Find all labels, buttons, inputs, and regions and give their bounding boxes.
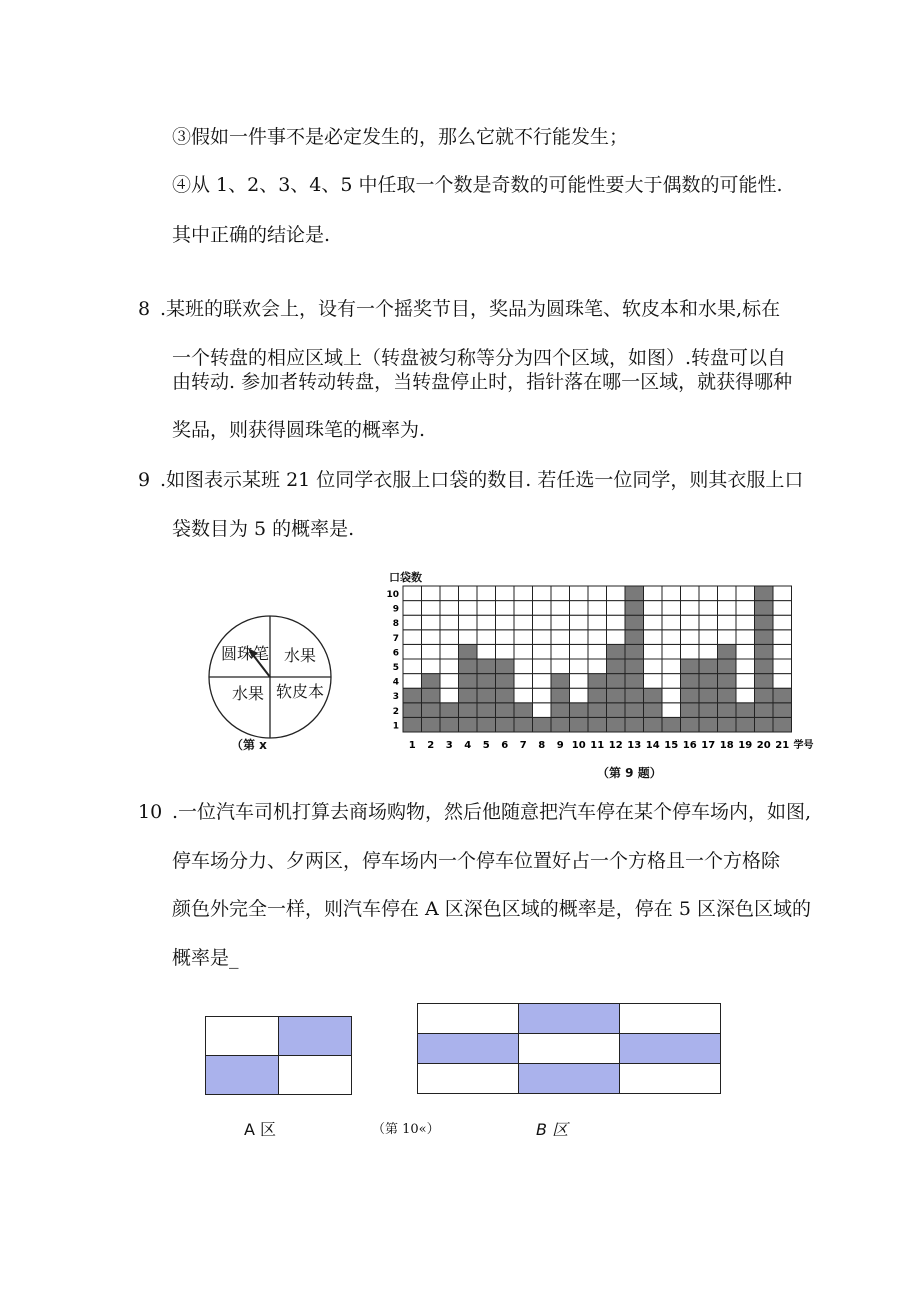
x-tick-label: 15 — [664, 740, 679, 751]
bar-cell-16 — [681, 717, 700, 732]
parking-caption: （第 10«） — [372, 1122, 440, 1137]
parking-a-label: A 区 — [244, 1120, 277, 1139]
bar-cell-1 — [403, 688, 422, 703]
bar-cell-2 — [422, 688, 441, 703]
grid-cell — [551, 615, 570, 630]
grid-cell — [533, 615, 552, 630]
y-tick-label: 10 — [386, 589, 399, 600]
question-8-number: 8 — [138, 298, 151, 320]
grid-cell — [662, 615, 681, 630]
x-tick-label: 21 — [775, 740, 790, 751]
grid-cell — [551, 644, 570, 659]
grid-cell — [440, 615, 459, 630]
grid-cell — [607, 586, 626, 601]
bar-cell-21 — [773, 688, 792, 703]
bar-cell-2 — [422, 717, 441, 732]
grid-cell — [773, 601, 792, 616]
grid-cell — [533, 601, 552, 616]
grid-cell — [477, 615, 496, 630]
bar-cell-18 — [718, 674, 737, 689]
grid-cell — [662, 659, 681, 674]
grid-cell — [477, 586, 496, 601]
grid-cell — [533, 644, 552, 659]
bar-cell-12 — [607, 659, 626, 674]
grid-cell — [662, 644, 681, 659]
bar-cell-5 — [477, 688, 496, 703]
bar-cell-13 — [625, 688, 644, 703]
grid-cell — [718, 615, 737, 630]
parking-space — [205, 1016, 279, 1056]
bar-cell-14 — [644, 717, 663, 732]
grid-cell — [662, 586, 681, 601]
grid-cell — [533, 674, 552, 689]
grid-cell — [459, 630, 478, 645]
bar-cell-4 — [459, 659, 478, 674]
grid-cell — [736, 586, 755, 601]
grid-cell — [644, 586, 663, 601]
bar-cell-17 — [699, 703, 718, 718]
grid-cell — [699, 615, 718, 630]
grid-cell — [588, 630, 607, 645]
bar-cell-12 — [607, 717, 626, 732]
grid-cell — [773, 586, 792, 601]
pocket-bar-chart — [370, 580, 814, 751]
bar-cell-18 — [718, 688, 737, 703]
bar-cell-7 — [514, 717, 533, 732]
grid-cell — [644, 659, 663, 674]
grid-cell — [644, 674, 663, 689]
grid-cell — [514, 586, 533, 601]
x-tick-label: 1 — [408, 740, 416, 751]
grid-cell — [496, 586, 515, 601]
grid-cell — [681, 615, 700, 630]
grid-cell — [736, 688, 755, 703]
bar-cell-16 — [681, 703, 700, 718]
parking-space-shaded — [518, 1003, 620, 1034]
grid-cell — [570, 674, 589, 689]
bar-cell-6 — [496, 674, 515, 689]
bar-cell-13 — [625, 644, 644, 659]
grid-cell — [403, 644, 422, 659]
question-10-number: 10 — [138, 801, 163, 823]
grid-cell — [459, 601, 478, 616]
bar-cell-20 — [755, 601, 774, 616]
grid-cell — [403, 630, 422, 645]
bar-cell-20 — [755, 703, 774, 718]
chart-caption: （第 9 题） — [597, 766, 662, 780]
bar-cell-6 — [496, 659, 515, 674]
grid-cell — [514, 615, 533, 630]
bar-cell-13 — [625, 601, 644, 616]
bar-cell-9 — [551, 717, 570, 732]
statement-3: ③假如一件事不是必定发生的，那么它就不行能发生； — [172, 126, 629, 148]
grid-cell — [459, 586, 478, 601]
sector-label-pen: 圆珠笔 — [221, 644, 270, 663]
bar-cell-10 — [570, 717, 589, 732]
grid-cell — [440, 659, 459, 674]
y-tick-label: 9 — [392, 604, 399, 615]
grid-cell — [718, 630, 737, 645]
grid-cell — [644, 644, 663, 659]
question-10-line-3: 颜色外完全一样，则汽车停在 A 区深色区域的概率是，停在 5 区深色区域的 — [172, 898, 811, 920]
bar-cell-8 — [533, 717, 552, 732]
parking-lot-b — [417, 1003, 720, 1093]
grid-cell — [514, 644, 533, 659]
y-tick-label: 5 — [392, 662, 399, 673]
bar-cell-13 — [625, 659, 644, 674]
y-tick-label: 3 — [392, 692, 399, 703]
bar-cell-9 — [551, 703, 570, 718]
bar-cell-20 — [755, 644, 774, 659]
bar-cell-13 — [625, 674, 644, 689]
bar-cell-13 — [625, 615, 644, 630]
x-tick-label: 13 — [627, 740, 642, 751]
bar-cell-18 — [718, 717, 737, 732]
x-tick-label: 19 — [738, 740, 753, 751]
bar-cell-5 — [477, 703, 496, 718]
grid-cell — [514, 659, 533, 674]
x-tick-label: 12 — [608, 740, 623, 751]
bar-cell-20 — [755, 688, 774, 703]
y-tick-label: 2 — [392, 706, 399, 717]
x-tick-label: 16 — [682, 740, 697, 751]
grid-cell — [607, 615, 626, 630]
bar-cell-10 — [570, 703, 589, 718]
grid-cell — [551, 586, 570, 601]
question-10-line-1: .一位汽车司机打算去商场购物，然后他随意把汽车停在某个停车场内，如图, — [172, 801, 812, 823]
grid-cell — [718, 601, 737, 616]
parking-space-shaded — [278, 1016, 352, 1056]
bar-cell-3 — [440, 703, 459, 718]
chart-ylabel: 口袋数 — [389, 571, 422, 584]
bar-cell-7 — [514, 703, 533, 718]
question-8-line-3: 由转动. 参加者转动转盘，当转盘停止时，指针落在哪一区域，就获得哪种 — [172, 371, 793, 393]
grid-cell — [514, 630, 533, 645]
grid-cell — [588, 644, 607, 659]
grid-cell — [440, 674, 459, 689]
grid-cell — [773, 615, 792, 630]
grid-cell — [773, 659, 792, 674]
grid-cell — [662, 674, 681, 689]
bar-cell-3 — [440, 717, 459, 732]
grid-cell — [570, 615, 589, 630]
grid-cell — [514, 688, 533, 703]
y-tick-label: 6 — [392, 648, 399, 659]
grid-cell — [533, 630, 552, 645]
bar-cell-17 — [699, 717, 718, 732]
grid-cell — [440, 688, 459, 703]
grid-cell — [403, 601, 422, 616]
grid-cell — [588, 601, 607, 616]
grid-cell — [533, 688, 552, 703]
parking-lot-a — [205, 1016, 351, 1094]
bar-cell-16 — [681, 674, 700, 689]
bar-cell-21 — [773, 703, 792, 718]
parking-space-shaded — [518, 1063, 620, 1094]
bar-cell-19 — [736, 717, 755, 732]
question-10-line-2: 停车场分力、夕两区，停车场内一个停车位置好占一个方格且一个方格除 — [172, 850, 781, 872]
bar-cell-9 — [551, 674, 570, 689]
question-8-line-4: 奖品，则获得圆珠笔的概率为. — [172, 419, 426, 441]
bar-cell-4 — [459, 688, 478, 703]
parking-space — [619, 1063, 721, 1094]
grid-cell — [570, 644, 589, 659]
bar-cell-20 — [755, 586, 774, 601]
grid-cell — [681, 586, 700, 601]
bar-cell-13 — [625, 630, 644, 645]
bar-cell-20 — [755, 674, 774, 689]
bar-cell-16 — [681, 659, 700, 674]
sector-label-notebook: 软皮本 — [276, 682, 325, 701]
x-tick-label: 11 — [590, 740, 605, 751]
grid-cell — [403, 659, 422, 674]
parking-space — [619, 1003, 721, 1034]
bar-cell-12 — [607, 674, 626, 689]
bar-cell-4 — [459, 703, 478, 718]
bar-cell-20 — [755, 659, 774, 674]
grid-cell — [533, 659, 552, 674]
bar-cell-4 — [459, 644, 478, 659]
grid-cell — [422, 601, 441, 616]
grid-cell — [773, 644, 792, 659]
bar-cell-15 — [662, 717, 681, 732]
x-tick-label: 7 — [519, 740, 527, 751]
bar-cell-12 — [607, 703, 626, 718]
parking-space — [417, 1003, 519, 1034]
bar-cell-6 — [496, 688, 515, 703]
grid-cell — [699, 601, 718, 616]
bar-cell-16 — [681, 688, 700, 703]
grid-cell — [699, 644, 718, 659]
parking-space — [417, 1063, 519, 1094]
grid-cell — [662, 630, 681, 645]
conclusion-prompt: 其中正确的结论是. — [172, 224, 331, 246]
y-tick-label: 1 — [392, 721, 399, 732]
grid-cell — [718, 586, 737, 601]
bar-cell-5 — [477, 717, 496, 732]
grid-cell — [440, 601, 459, 616]
grid-cell — [681, 601, 700, 616]
bar-cell-17 — [699, 688, 718, 703]
parking-space-shaded — [205, 1055, 279, 1095]
parking-space — [518, 1033, 620, 1064]
grid-cell — [570, 586, 589, 601]
grid-cell — [570, 659, 589, 674]
bar-cell-13 — [625, 703, 644, 718]
grid-cell — [588, 615, 607, 630]
grid-cell — [736, 630, 755, 645]
grid-cell — [662, 703, 681, 718]
grid-cell — [477, 630, 496, 645]
grid-cell — [607, 601, 626, 616]
y-tick-label: 8 — [392, 619, 399, 630]
grid-cell — [403, 674, 422, 689]
bar-cell-11 — [588, 717, 607, 732]
grid-cell — [681, 630, 700, 645]
grid-cell — [570, 601, 589, 616]
bar-cell-4 — [459, 717, 478, 732]
grid-cell — [514, 601, 533, 616]
grid-cell — [588, 659, 607, 674]
sector-label-fruit-1: 水果 — [284, 646, 317, 665]
grid-cell — [477, 601, 496, 616]
grid-cell — [496, 601, 515, 616]
grid-cell — [662, 601, 681, 616]
bar-cell-17 — [699, 674, 718, 689]
bar-cell-11 — [588, 688, 607, 703]
grid-cell — [644, 630, 663, 645]
bar-cell-9 — [551, 688, 570, 703]
x-axis-label: 学号 — [793, 740, 814, 751]
x-tick-label: 10 — [571, 740, 586, 751]
bar-cell-12 — [607, 644, 626, 659]
x-tick-label: 8 — [538, 740, 546, 751]
parking-b-label: B 区 — [536, 1120, 569, 1139]
grid-cell — [496, 644, 515, 659]
sector-label-fruit-2: 水果 — [232, 684, 265, 703]
bar-cell-18 — [718, 644, 737, 659]
bar-cell-20 — [755, 717, 774, 732]
grid-cell — [477, 644, 496, 659]
bar-cell-21 — [773, 717, 792, 732]
grid-cell — [736, 674, 755, 689]
grid-cell — [551, 630, 570, 645]
bar-cell-18 — [718, 703, 737, 718]
grid-cell — [422, 659, 441, 674]
x-tick-label: 20 — [756, 740, 771, 751]
y-tick-label: 4 — [392, 677, 399, 688]
bar-cell-14 — [644, 688, 663, 703]
bar-cell-11 — [588, 703, 607, 718]
x-tick-label: 18 — [719, 740, 734, 751]
x-tick-label: 4 — [464, 740, 472, 751]
grid-cell — [496, 615, 515, 630]
grid-cell — [736, 644, 755, 659]
x-tick-label: 6 — [501, 740, 509, 751]
grid-cell — [570, 688, 589, 703]
grid-cell — [403, 615, 422, 630]
x-tick-label: 2 — [427, 740, 435, 751]
grid-cell — [773, 630, 792, 645]
parking-space-shaded — [619, 1033, 721, 1064]
bar-cell-1 — [403, 703, 422, 718]
bar-cell-6 — [496, 717, 515, 732]
spinner-figure — [200, 610, 350, 770]
grid-cell — [422, 644, 441, 659]
bar-cell-13 — [625, 586, 644, 601]
question-8-line-1: .某班的联欢会上，设有一个摇奖节目，奖品为圆珠笔、软皮本和水果,标在 — [160, 298, 781, 320]
grid-cell — [440, 644, 459, 659]
grid-cell — [588, 586, 607, 601]
grid-cell — [607, 630, 626, 645]
grid-cell — [533, 586, 552, 601]
bar-cell-2 — [422, 703, 441, 718]
grid-cell — [644, 615, 663, 630]
grid-cell — [403, 586, 422, 601]
bar-cell-19 — [736, 703, 755, 718]
grid-cell — [570, 630, 589, 645]
bar-cell-5 — [477, 674, 496, 689]
x-tick-label: 14 — [645, 740, 660, 751]
question-10-line-4: 概率是_ — [172, 947, 239, 969]
bar-cell-17 — [699, 659, 718, 674]
question-9-line-1: .如图表示某班 21 位同学衣服上口袋的数目. 若任选一位同学，则其衣服上口 — [160, 469, 804, 491]
grid-cell — [533, 703, 552, 718]
grid-cell — [551, 659, 570, 674]
bar-cell-13 — [625, 717, 644, 732]
statement-4: ④从 1、2、3、4、5 中任取一个数是奇数的可能性要大于偶数的可能性. — [172, 174, 783, 196]
bar-cell-5 — [477, 659, 496, 674]
grid-cell — [422, 586, 441, 601]
bar-cell-18 — [718, 659, 737, 674]
grid-cell — [736, 659, 755, 674]
grid-cell — [422, 630, 441, 645]
bar-cell-2 — [422, 674, 441, 689]
x-tick-label: 17 — [701, 740, 716, 751]
bar-cell-4 — [459, 674, 478, 689]
parking-space — [278, 1055, 352, 1095]
grid-cell — [681, 644, 700, 659]
bar-cell-6 — [496, 703, 515, 718]
grid-cell — [736, 615, 755, 630]
question-8-line-2: 一个转盘的相应区域上（转盘被匀称等分为四个区域，如图）.转盘可以自 — [172, 347, 787, 369]
parking-space-shaded — [417, 1033, 519, 1064]
x-tick-label: 3 — [445, 740, 453, 751]
grid-cell — [440, 630, 459, 645]
x-tick-label: 5 — [482, 740, 490, 751]
question-9-number: 9 — [138, 469, 151, 491]
bar-cell-11 — [588, 674, 607, 689]
grid-cell — [440, 586, 459, 601]
grid-cell — [699, 586, 718, 601]
y-tick-label: 7 — [392, 633, 399, 644]
grid-cell — [551, 601, 570, 616]
bar-cell-1 — [403, 717, 422, 732]
grid-cell — [773, 674, 792, 689]
grid-cell — [662, 688, 681, 703]
grid-cell — [736, 601, 755, 616]
bar-cell-14 — [644, 703, 663, 718]
grid-cell — [459, 615, 478, 630]
bar-cell-20 — [755, 615, 774, 630]
grid-cell — [496, 630, 515, 645]
x-tick-label: 9 — [556, 740, 564, 751]
grid-cell — [699, 630, 718, 645]
spinner-caption: （第 x — [231, 738, 267, 752]
bar-cell-20 — [755, 630, 774, 645]
grid-cell — [422, 615, 441, 630]
bar-cell-12 — [607, 688, 626, 703]
grid-cell — [514, 674, 533, 689]
question-9-line-2: 袋数目为 5 的概率是. — [172, 518, 355, 540]
grid-cell — [644, 601, 663, 616]
